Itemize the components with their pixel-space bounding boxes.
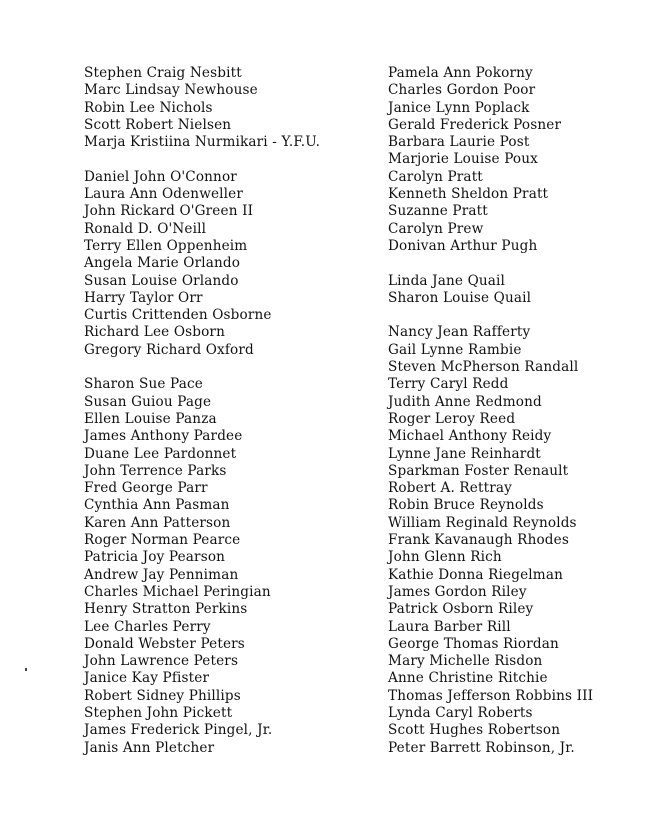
name-entry: Daniel John O'Connor <box>84 168 237 185</box>
name-entry: John Lawrence Peters <box>84 653 239 670</box>
name-entry: Mary Michelle Risdon <box>388 653 543 670</box>
name-entry: Fred George Parr <box>84 480 208 497</box>
name-entry: George Thomas Riordan <box>388 635 559 652</box>
name-entry: Donivan Arthur Pugh <box>388 237 538 254</box>
name-entry: Laura Barber Rill <box>388 618 511 635</box>
name-entry: Frank Kavanaugh Rhodes <box>388 532 569 549</box>
name-entry: John Rickard O'Green II <box>84 203 254 220</box>
name-entry: Terry Caryl Redd <box>388 376 509 393</box>
name-entry: William Reginald Reynolds <box>388 514 577 531</box>
name-entry: Harry Taylor Orr <box>84 289 203 306</box>
name-entry: Scott Hughes Robertson <box>388 722 561 739</box>
name-entry: Pamela Ann Pokorny <box>388 65 533 81</box>
name-entry: John Glenn Rich <box>388 549 502 566</box>
name-entry: James Anthony Pardee <box>84 428 243 445</box>
name-entry: Andrew Jay Penniman <box>84 566 239 583</box>
name-entry: Charles Gordon Poor <box>388 82 536 99</box>
name-entry: Richard Lee Osborn <box>84 324 225 341</box>
name-entry: Gail Lynne Rambie <box>388 341 522 358</box>
name-entry: Marjorie Louise Poux <box>388 151 538 168</box>
name-entry: Stephen Craig Nesbitt <box>84 65 242 81</box>
name-entry: Sharon Sue Pace <box>84 376 203 393</box>
name-entry: Michael Anthony Reidy <box>388 428 552 445</box>
name-entry: Robin Bruce Reynolds <box>388 497 544 514</box>
name-entry: Marja Kristiina Nurmikari - Y.F.U. <box>84 134 321 151</box>
name-entry: Thomas Jefferson Robbins III <box>388 687 594 704</box>
name-entry: Patrick Osborn Riley <box>388 601 534 618</box>
name-entry: James Gordon Riley <box>388 583 527 600</box>
name-entry: Kenneth Sheldon Pratt <box>388 186 549 203</box>
name-entry: Suzanne Pratt <box>388 203 488 220</box>
name-entry: John Terrence Parks <box>84 462 227 479</box>
name-entry: Steven McPherson Randall <box>388 359 579 376</box>
name-entry: Carolyn Prew <box>388 220 484 237</box>
name-entry: Marc Lindsay Newhouse <box>84 82 258 99</box>
name-entry: Curtis Crittenden Osborne <box>84 307 272 324</box>
name-entry: Angela Marie Orlando <box>84 255 241 272</box>
name-entry: Robert A. Rettray <box>388 480 512 497</box>
name-entry: Karen Ann Patterson <box>84 514 231 531</box>
left-name-column <box>84 65 374 757</box>
name-entry: Lee Charles Perry <box>84 618 211 635</box>
name-entry: Roger Norman Pearce <box>84 532 241 549</box>
name-entry: Peter Barrett Robinson, Jr. <box>388 739 575 756</box>
name-entry: Terry Ellen Oppenheim <box>84 237 248 254</box>
name-entry: Susan Louise Orlando <box>84 272 239 289</box>
name-entry: Judith Anne Redmond <box>388 393 542 410</box>
name-entry: Patricia Joy Pearson <box>84 549 226 566</box>
name-entry: Stephen John Pickett <box>84 704 233 721</box>
name-entry: Barbara Laurie Post <box>388 134 530 151</box>
name-entry: Ronald D. O'Neill <box>84 220 207 237</box>
name-entry: Gerald Frederick Posner <box>388 116 562 133</box>
name-entry: Lynne Jane Reinhardt <box>388 445 541 462</box>
name-entry: Lynda Caryl Roberts <box>388 704 533 721</box>
name-entry: James Frederick Pingel, Jr. <box>84 722 273 739</box>
name-entry: Janice Lynn Poplack <box>388 99 530 116</box>
name-entry: Robin Lee Nichols <box>84 99 213 116</box>
name-entry: Scott Robert Nielsen <box>84 116 232 133</box>
name-entry: Kathie Donna Riegelman <box>388 566 563 583</box>
name-entry: Sparkman Foster Renault <box>388 462 569 479</box>
name-entry: Nancy Jean Rafferty <box>388 324 531 341</box>
name-entry: Anne Christine Ritchie <box>388 670 548 687</box>
right-name-column <box>388 65 638 757</box>
name-entry: Susan Guiou Page <box>84 393 212 410</box>
name-entry: Janis Ann Pletcher <box>84 739 215 756</box>
name-entry: Sharon Louise Quail <box>388 289 532 306</box>
name-entry: Linda Jane Quail <box>388 272 506 289</box>
name-entry: Roger Leroy Reed <box>388 410 516 427</box>
name-entry: Carolyn Pratt <box>388 168 483 185</box>
name-entry: Robert Sidney Phillips <box>84 687 241 704</box>
name-entry: Janice Kay Pfister <box>84 670 210 687</box>
name-entry: Ellen Louise Panza <box>84 410 217 427</box>
name-entry: Henry Stratton Perkins <box>84 601 248 618</box>
name-entry: Duane Lee Pardonnet <box>84 445 237 462</box>
name-entry: Gregory Richard Oxford <box>84 341 254 358</box>
name-entry: Laura Ann Odenweller <box>84 186 244 203</box>
name-entry: Cynthia Ann Pasman <box>84 497 230 514</box>
name-entry: Charles Michael Peringian <box>84 583 271 600</box>
name-entry: Donald Webster Peters <box>84 635 245 652</box>
stray-ink-mark <box>25 668 27 671</box>
